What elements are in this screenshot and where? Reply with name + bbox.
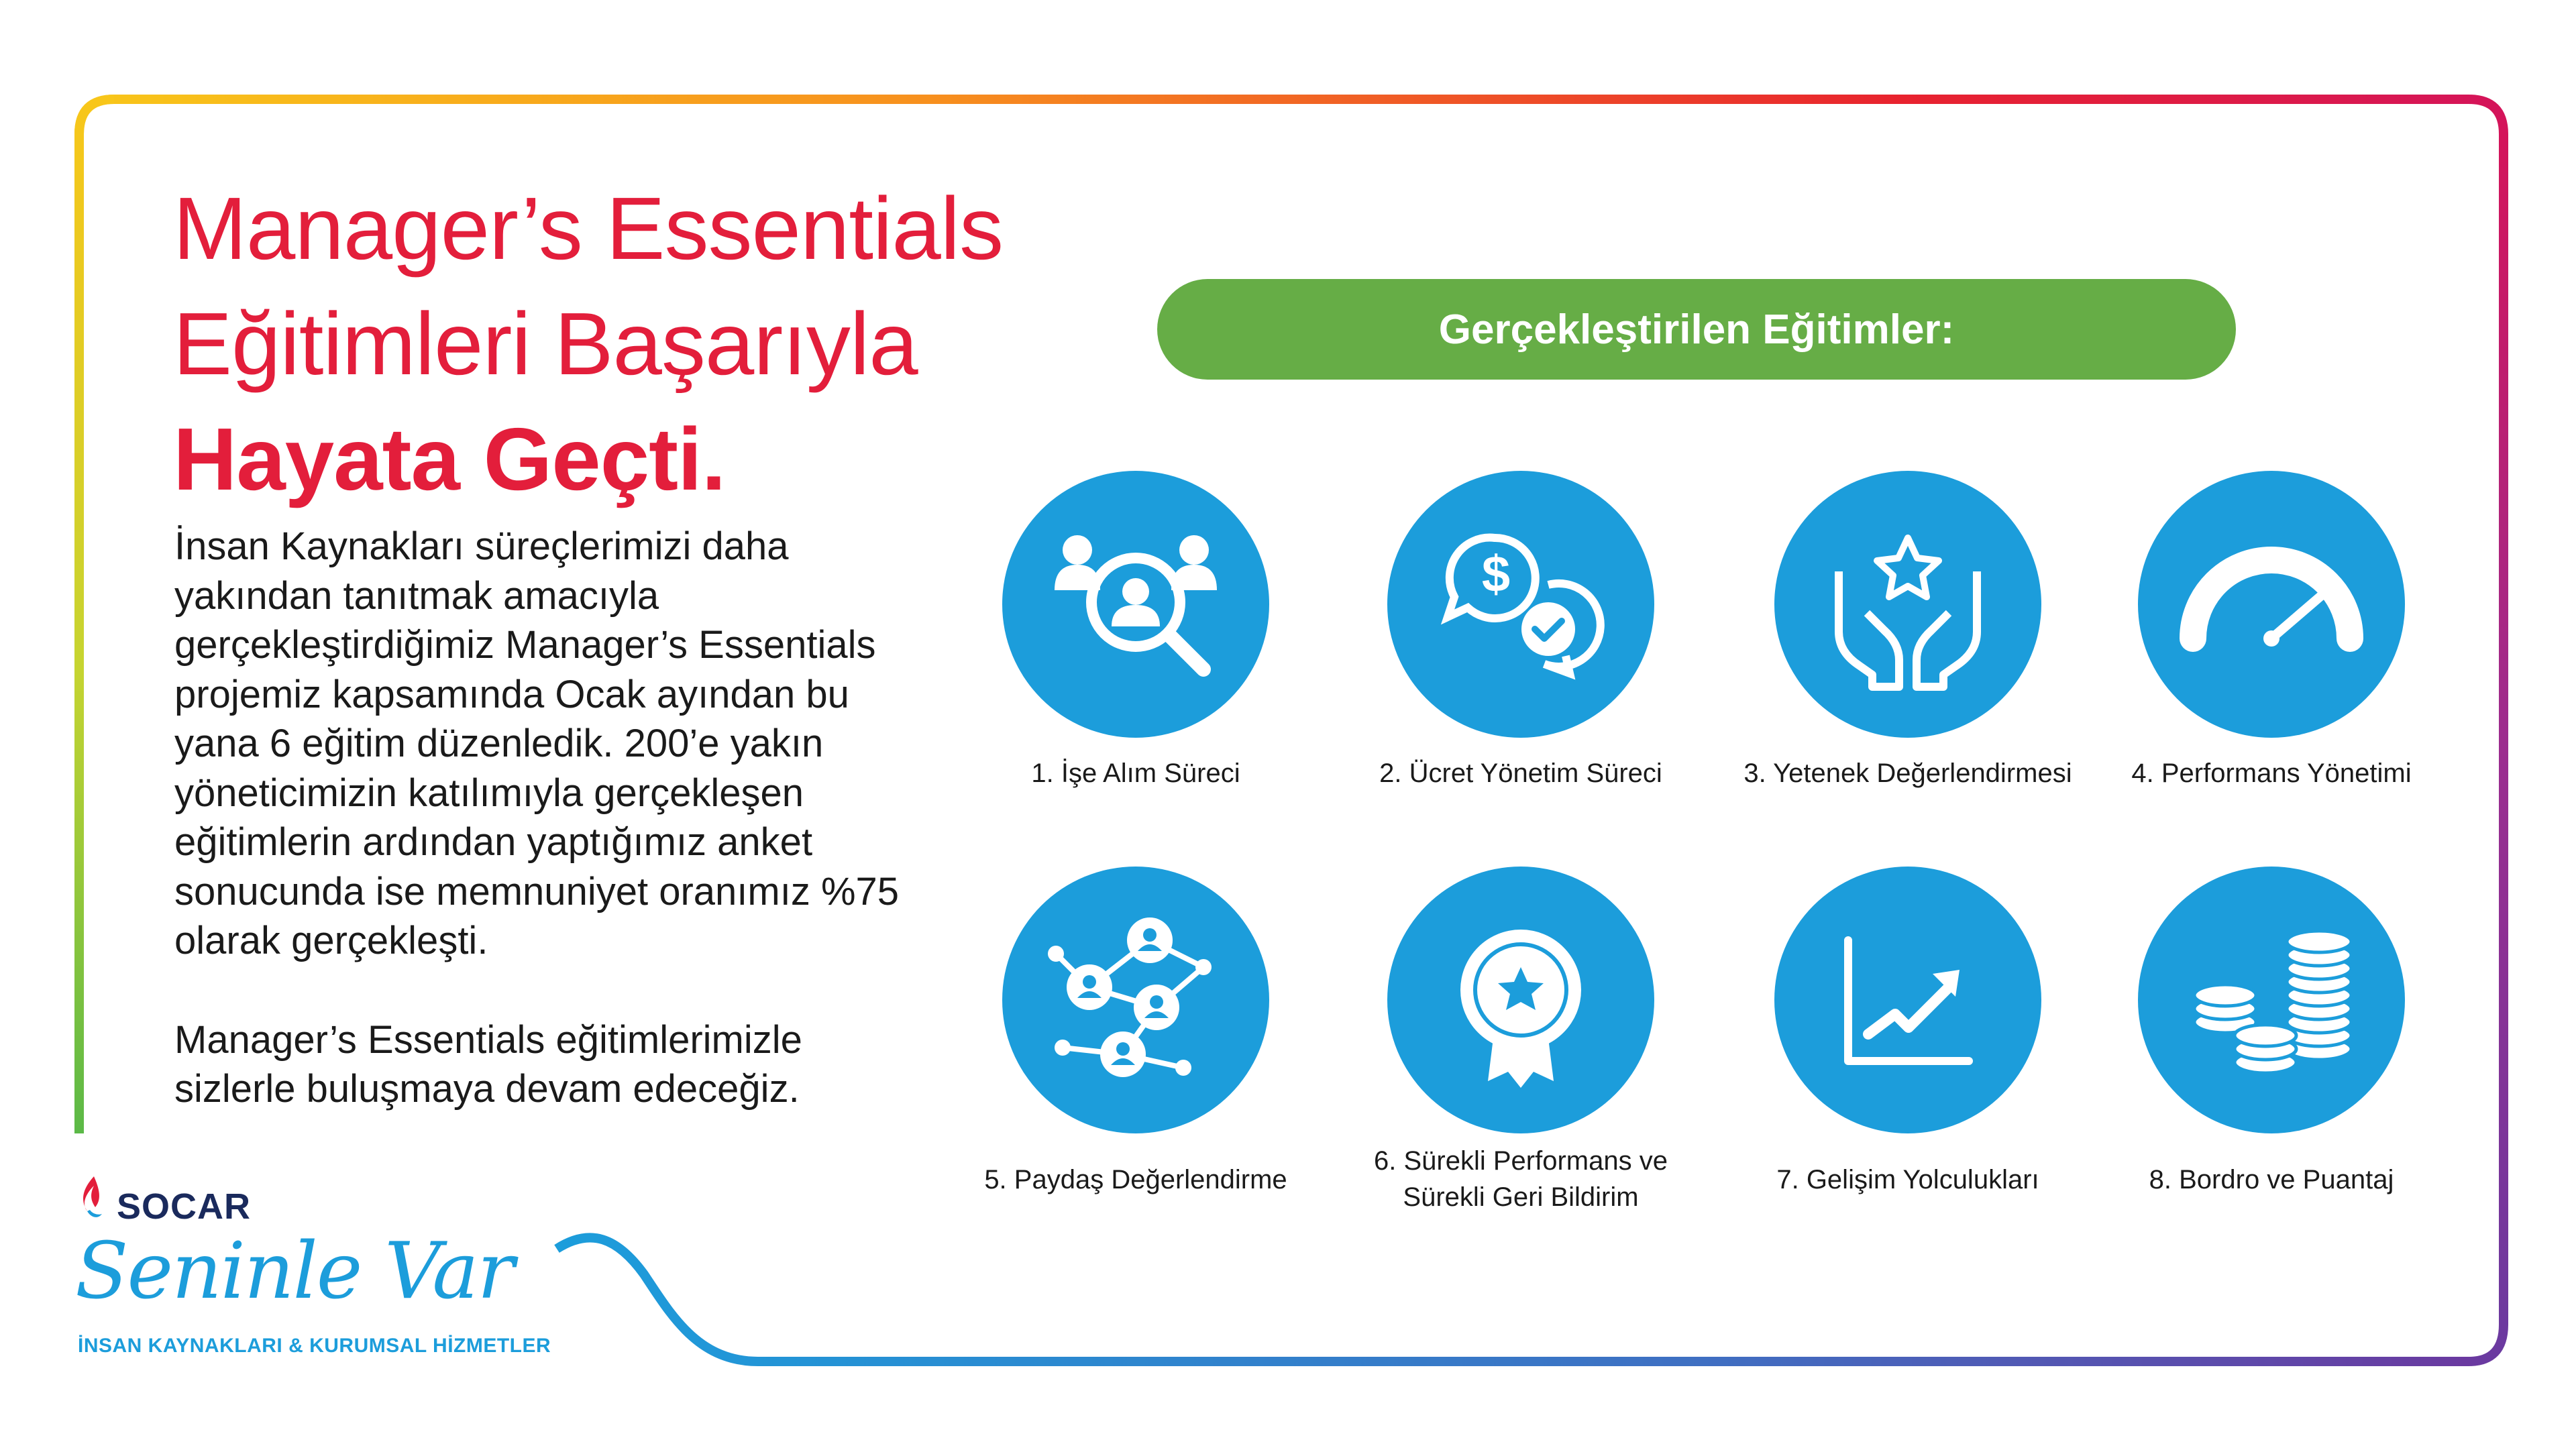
- title-line-3: Hayata Geçti.: [173, 410, 726, 508]
- training-label: 1. İşe Alım Süreci: [1031, 759, 1240, 788]
- title-line-1: Manager’s Essentials: [173, 179, 1004, 278]
- training-label: 7. Gelişim Yolculukları: [1776, 1165, 2039, 1194]
- payroll-coins-icon: [2138, 867, 2405, 1133]
- training-label: 8. Bordro ve Puantaj: [2149, 1165, 2394, 1194]
- trainings-header: Gerçekleştirilen Eğitimler:: [1438, 306, 1955, 353]
- logo-script: Seninle Var: [75, 1226, 513, 1317]
- training-label: 3. Yetenek Değerlendirmesi: [1743, 759, 2072, 788]
- training-label: 5. Paydaş Değerlendirme: [984, 1165, 1287, 1194]
- trainings-header-pill: [1157, 279, 2236, 380]
- performance-gauge-icon: [2138, 471, 2405, 738]
- award-medal-icon: [1387, 867, 1654, 1133]
- training-label: 2. Ücret Yönetim Süreci: [1379, 759, 1662, 788]
- training-item-8: [2097, 867, 2446, 1336]
- training-label: 6. Sürekli Performans ve Sürekli Geri Bildirim: [1374, 1146, 1668, 1212]
- training-item-7: [1733, 867, 2082, 1336]
- training-circle: [1002, 867, 1269, 1133]
- training-circle: [1002, 471, 1269, 738]
- training-circle: [2138, 867, 2405, 1133]
- training-circle: [1387, 867, 1654, 1133]
- body-text: [174, 522, 926, 1114]
- talent-hands-star-icon: [1774, 471, 2041, 738]
- training-item-6: [1346, 867, 1695, 1336]
- body-paragraph-1: İnsan Kaynakları süreçlerimizi daha yakından tanıtmak amacıyla gerçekleştirdiğimiz Manager’s Essentials projemiz kapsamında Ocak ayından bu yana 6 eğitim düzenledik. 200’e yakın yöneticimizin katılımıyla gerçekleşen eğitimlerin ardından yaptığımız anket sonucunda ise memnuniyet oranımız %75 olarak gerçekleşti.: [174, 524, 900, 962]
- salary-chat-icon: [1387, 471, 1654, 738]
- title-line-2: Eğitimleri Başarıyla: [173, 294, 918, 393]
- recruitment-search-icon: [1002, 471, 1269, 738]
- training-label: 4. Performans Yönetimi: [2131, 759, 2412, 788]
- training-circle: [1387, 471, 1654, 738]
- logo-subtitle: İNSAN KAYNAKLARI & KURUMSAL HİZMETLER: [78, 1335, 551, 1357]
- page-title: [173, 171, 1003, 517]
- training-item-5: [961, 867, 1310, 1336]
- training-circle: [2138, 471, 2405, 738]
- socar-logo: [75, 1174, 679, 1375]
- training-circle: [1774, 867, 2041, 1133]
- stakeholder-network-icon: [1002, 867, 1269, 1133]
- flame-icon: [75, 1174, 113, 1227]
- logo-brand: SOCAR: [117, 1186, 252, 1227]
- growth-chart-icon: [1774, 867, 2041, 1133]
- body-paragraph-2: Manager’s Essentials eğitimlerimizle sizlerle buluşmaya devam edeceğiz.: [174, 1017, 802, 1111]
- svg-text:$: $: [1481, 546, 1511, 603]
- training-circle: [1774, 471, 2041, 738]
